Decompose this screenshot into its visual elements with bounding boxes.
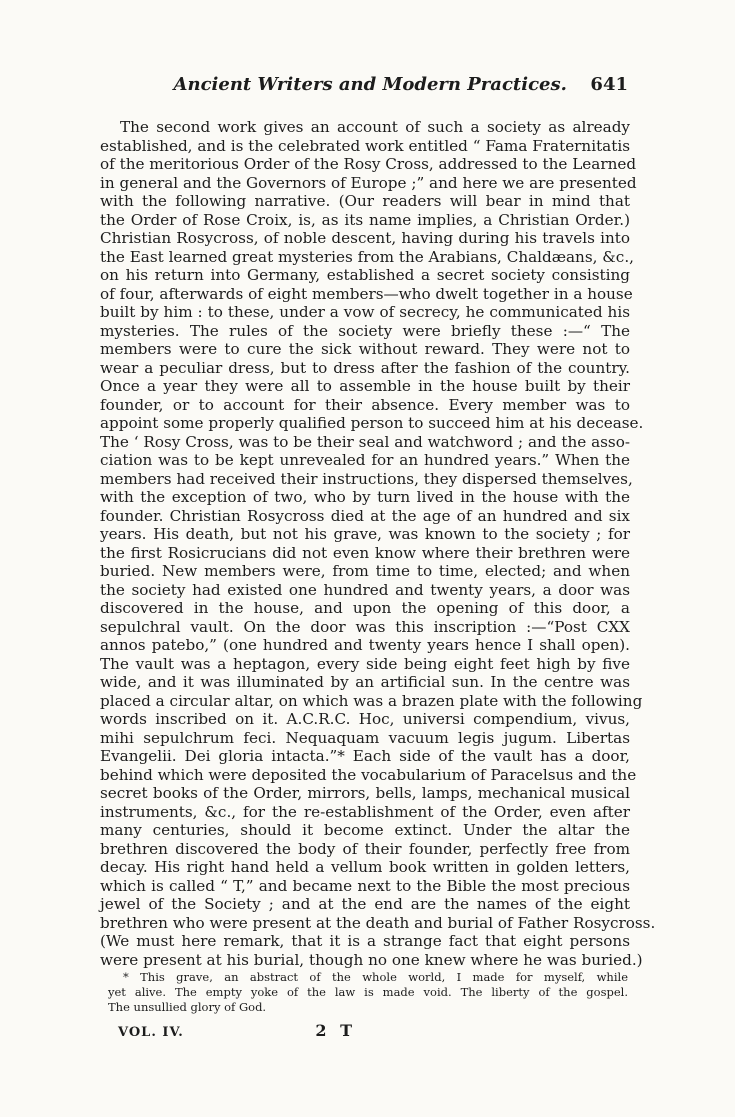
body-line: were present at his burial, though no one knew where he was buried.) [100,950,643,969]
body-line: buried. New members were, from time to time, elected; and when [100,562,630,580]
body-line: decay. His right hand held a vellum book written in golden letters, [100,858,630,876]
body-line: instruments, &c., for the re-establishment of the Order, even after [100,802,630,821]
body-line: The vault was a heptagon, every side being eight feet high by five [100,654,630,673]
body-line: Christian Rosycross, of noble descent, having during his travels into [100,229,630,247]
page-number: 641 [590,74,628,95]
page-footer [118,1021,368,1041]
body-line: placed a circular altar, on which was a brazen plate with the following [100,691,643,710]
body-line: of the meritorious Order of the Rosy Cross, addressed to the Learned [100,155,637,173]
body-line: brethren discovered the body of their founder, perfectly free from [100,839,630,858]
body-line: of four, afterwards of eight members—who dwelt together in a house [100,284,633,303]
body-line: ciation was to be kept unrevealed for an hundred years.” When the [100,451,630,469]
body-line: discovered in the house, and upon the opening of this door, a [100,599,630,617]
footnote [108,970,628,1015]
volume-label: VOL. IV. [118,1025,184,1040]
body-line: many centuries, should it become extinct. Under the altar the [100,821,630,839]
body-line: appoint some properly qualified person to succeed him at his decease. [100,414,644,432]
body-line: words inscribed on it. A.C.R.C. Hoc, universi compendium, vivus, [100,710,630,728]
body-line: The ‘ Rosy Cross, was to be their seal and watchword ; and the asso- [100,432,630,451]
body-line: jewel of the Society ; and at the end are the names of the eight [100,895,630,913]
footnote-line: yet alive. The empty yoke of the law is made void. The liberty of the gospel. [108,985,628,999]
body-line: on his return into Germany, established a secret society consisting [100,266,630,284]
body-line: built by him : to these, under a vow of secrecy, he communicated his [100,303,630,321]
body-line: mysteries. The rules of the society were briefly these :—“ The [100,321,630,340]
body-line: the Order of Rose Croix, is, as its name implies, a Christian Order.) [100,210,630,229]
footnote-line: The unsullied glory of God. [108,1000,267,1014]
body-line: The second work gives an account of such a society as already [120,118,630,136]
body-text [100,118,656,969]
body-line: the society had existed one hundred and twenty years, a door was [100,580,630,599]
body-line: members had received their instructions, they dispersed themselves, [100,469,633,488]
body-line: wide, and it was illuminated by an artificial sun. In the centre was [100,673,630,691]
body-line: behind which were deposited the vocabularium of Paracelsus and the [100,765,637,784]
body-line: secret books of the Order, mirrors, bells, lamps, mechanical musical [100,784,630,802]
body-line: which is called “ T,” and became next to the Bible the most precious [100,876,630,895]
body-line: wear a peculiar dress, but to dress after the fashion of the country. [100,358,630,377]
running-header [100,74,628,100]
body-line: mihi sepulchrum feci. Nequaquam vacuum legis jugum. Libertas [100,728,630,747]
body-line: with the following narrative. (Our readers will bear in mind that [100,192,630,210]
signature-mark: 2 T [315,1021,356,1040]
body-line: the East learned great mysteries from the Arabians, Chaldæans, &c., [100,247,634,266]
body-line: sepulchral vault. On the door was this inscription :—“Post CXX [100,617,630,636]
footnote-line: * This grave, an abstract of the whole world, I made for myself, while [123,970,628,984]
body-line: (We must here remark, that it is a strange fact that eight persons [100,932,630,950]
body-line: the first Rosicrucians did not even know where their brethren were [100,543,630,562]
body-line: with the exception of two, who by turn lived in the house with the [100,488,630,506]
body-line: Evangelii. Dei gloria intacta.”* Each side of the vault has a door, [100,747,630,765]
body-line: founder, or to account for their absence. Every member was to [100,395,630,414]
body-line: in general and the Governors of Europe ;” and here we are presented [100,173,637,192]
body-line: brethren who were present at the death and burial of Father Rosycross. [100,913,656,932]
body-line: years. His death, but not his grave, was known to the society ; for [100,525,630,543]
body-line: Once a year they were all to assemble in the house built by their [100,377,630,395]
body-line: annos patebo,” (one hundred and twenty years hence I shall open). [100,636,630,654]
body-line: established, and is the celebrated work entitled “ Fama Fraternitatis [100,136,630,155]
running-title: Ancient Writers and Modern Practices. [173,74,567,95]
body-line: founder. Christian Rosycross died at the age of an hundred and six [100,506,630,525]
body-line: members were to cure the sick without reward. They were not to [100,340,630,358]
